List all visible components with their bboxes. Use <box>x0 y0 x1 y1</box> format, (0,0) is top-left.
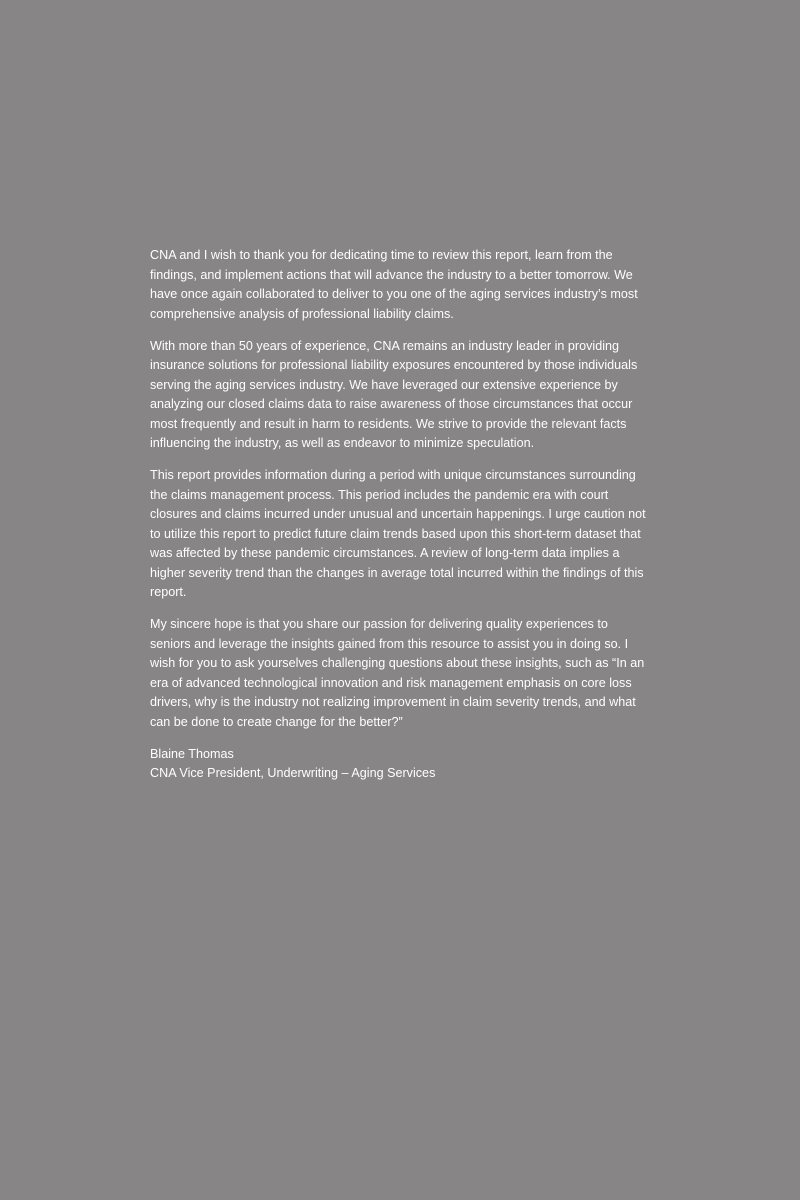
paragraph-experience: With more than 50 years of experience, CNA remains an industry leader in providing insurance solutions for professional liability exposures encountered by those individuals serving the aging services industry. We have leveraged our extensive experience by analyzing our closed claims data to raise awareness of those circumstances that occur most frequently and result in harm to residents. We strive to provide the relevant facts influencing the industry, as well as endeavor to minimize speculation. <box>150 338 638 450</box>
paragraph-pandemic-caution: This report provides information during a period with unique circumstances surrounding the claims management process. This period includes the pandemic era with court closures and claims incurred under unusual and uncertain happenings. I urge caution not to utilize this report to predict future claim trends based upon this short-term dataset that was affected by these pandemic circumstances. A review of long-term data implies a higher severity trend than the changes in average total incurred within the findings of this report. <box>150 468 646 599</box>
paragraph-intro: CNA and I wish to thank you for dedicating time to review this report, learn from the findings, and implement actions that will advance the industry to a better tomorrow. We have once again collaborated to deliver to you one of the aging services industry’s most comprehensive analysis of professional liability claims. <box>150 248 638 321</box>
signature-block <box>150 745 650 784</box>
signature-title: CNA Vice President, Underwriting – Aging Services <box>150 766 436 780</box>
paragraph-closing-hope: My sincere hope is that you share our passion for delivering quality experiences to seniors and leverage the insights gained from this resource to assist you in doing so. I wish for you to ask yourselves challenging questions about these insights, such as “In an era of advanced technological innovation and risk management emphasis on core loss drivers, why is the industry not realizing improvement in claim severity trends, and what can be done to create change for the better?” <box>150 617 645 729</box>
letter-body <box>150 246 650 784</box>
signature-name: Blaine Thomas <box>150 746 234 761</box>
